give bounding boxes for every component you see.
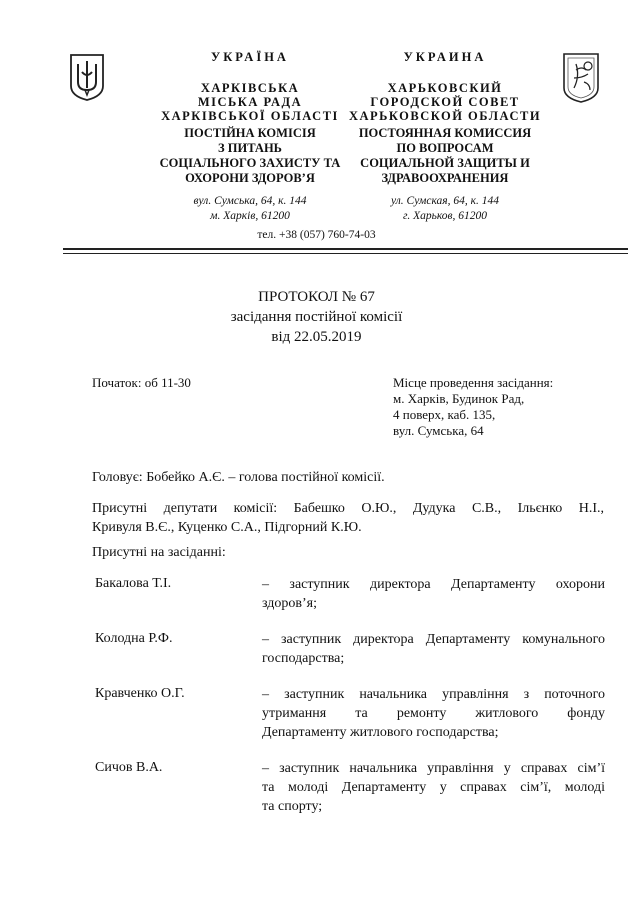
ru-commission-line-1: ПОСТОЯННАЯ КОМИССИЯ bbox=[358, 126, 532, 140]
header-divider-thin bbox=[63, 253, 628, 254]
attendee-role bbox=[262, 630, 605, 668]
ukraine-coat-of-arms-icon bbox=[68, 52, 106, 102]
ua-commission bbox=[150, 126, 350, 186]
attendee-role-line: – заступник директора Департаменту комунального bbox=[262, 632, 605, 647]
ua-address bbox=[150, 194, 350, 224]
attendee-role-line: та молоді Департаменту у справах сім’ї, молоді bbox=[262, 780, 605, 795]
phone: тел. +38 (057) 760-74-03 bbox=[257, 229, 376, 241]
protocol-subtitle: засідання постійної комісії bbox=[230, 309, 403, 325]
ua-commission-line-1: ПОСТІЙНА КОМІСІЯ bbox=[184, 126, 316, 140]
attendee-role bbox=[262, 575, 605, 613]
ru-commission-line-2: ПО ВОПРОСАМ bbox=[396, 141, 494, 155]
present-deputies-line-1: Присутні депутати комісії: Бабешко О.Ю., Дудука С.В., Ільєнко Н.І., bbox=[92, 501, 604, 516]
kharkiv-coat-of-arms-icon bbox=[562, 52, 600, 104]
ru-address-line-2: г. Харьков, 61200 bbox=[402, 210, 488, 222]
ua-council-line-3: ХАРКІВСЬКОЇ ОБЛАСТІ bbox=[161, 109, 339, 123]
present-label: Присутні на засіданні: bbox=[92, 545, 226, 560]
ua-address-line-2: м. Харків, 61200 bbox=[210, 210, 290, 222]
present-deputies bbox=[92, 499, 604, 537]
attendee-role-line: – заступник директора Департаменту охорони bbox=[262, 577, 605, 592]
attendee-role-line: господарства; bbox=[262, 651, 345, 666]
ua-council-line-1: ХАРКІВСЬКА bbox=[200, 81, 300, 95]
attendee-role-line: та спорту; bbox=[262, 799, 323, 814]
attendee-role-line: Департаменту житлового господарства; bbox=[262, 725, 499, 740]
ru-commission-line-4: ЗДРАВООХРАНЕНИЯ bbox=[381, 171, 509, 185]
ua-council-line-2: МІСЬКА РАДА bbox=[197, 95, 303, 109]
attendee-name: Сичов В.А. bbox=[95, 760, 163, 775]
attendee-role-line: утримання та ремонту житлового фонду bbox=[262, 706, 605, 721]
protocol-date: від 22.05.2019 bbox=[271, 329, 362, 345]
ru-commission bbox=[340, 126, 550, 186]
venue-line-2: 4 поверх, каб. 135, bbox=[393, 407, 496, 422]
venue bbox=[393, 375, 553, 439]
protocol-heading bbox=[100, 287, 533, 347]
attendee-name: Колодна Р.Ф. bbox=[95, 631, 173, 646]
header-divider-thick bbox=[63, 248, 628, 250]
ru-commission-line-3: СОЦИАЛЬНОЙ ЗАЩИТЫ И bbox=[360, 156, 530, 170]
ua-commission-line-3: СОЦІАЛЬНОГО ЗАХИСТУ ТА bbox=[159, 156, 341, 170]
ua-address-line-1: вул. Сумська, 64, к. 144 bbox=[193, 195, 307, 207]
venue-line-3: вул. Сумська, 64 bbox=[393, 423, 484, 438]
attendee-role-line: здоров’я; bbox=[262, 596, 318, 611]
ua-country: УКРАЇНА bbox=[211, 50, 289, 64]
attendee-role bbox=[262, 759, 605, 816]
attendee-role-line: – заступник начальника управління у справах сім’ї bbox=[262, 761, 605, 776]
chair: Головує: Бобейко А.Є. – голова постійної комісії. bbox=[92, 470, 385, 485]
protocol-title: ПРОТОКОЛ № 67 bbox=[258, 289, 375, 305]
ru-council-line-3: ХАРЬКОВСКОЙ ОБЛАСТИ bbox=[348, 109, 542, 123]
ru-council-line-1: ХАРЬКОВСКИЙ bbox=[387, 81, 503, 95]
venue-label: Місце проведення засідання: bbox=[393, 375, 554, 390]
present-deputies-line-2: Кривуля В.Є., Куценко С.А., Підгорний К.Ю. bbox=[92, 520, 362, 535]
ru-address bbox=[340, 194, 550, 224]
ru-header bbox=[340, 50, 550, 123]
ua-commission-line-4: ОХОРОНИ ЗДОРОВ’Я bbox=[185, 171, 315, 185]
ua-commission-line-2: З ПИТАНЬ bbox=[218, 141, 282, 155]
ua-header bbox=[150, 50, 350, 123]
ru-country: УКРАИНА bbox=[403, 50, 487, 64]
ru-address-line-1: ул. Сумская, 64, к. 144 bbox=[390, 195, 500, 207]
attendee-role-line: – заступник начальника управління з поточного bbox=[262, 687, 605, 702]
attendee-name: Бакалова Т.І. bbox=[95, 576, 172, 591]
venue-line-1: м. Харків, Будинок Рад, bbox=[393, 391, 525, 406]
start-time: Початок: об 11-30 bbox=[92, 375, 191, 390]
ru-council-line-2: ГОРОДСКОЙ СОВЕТ bbox=[370, 95, 520, 109]
attendee-name: Кравченко О.Г. bbox=[95, 686, 185, 701]
attendee-role bbox=[262, 685, 605, 742]
